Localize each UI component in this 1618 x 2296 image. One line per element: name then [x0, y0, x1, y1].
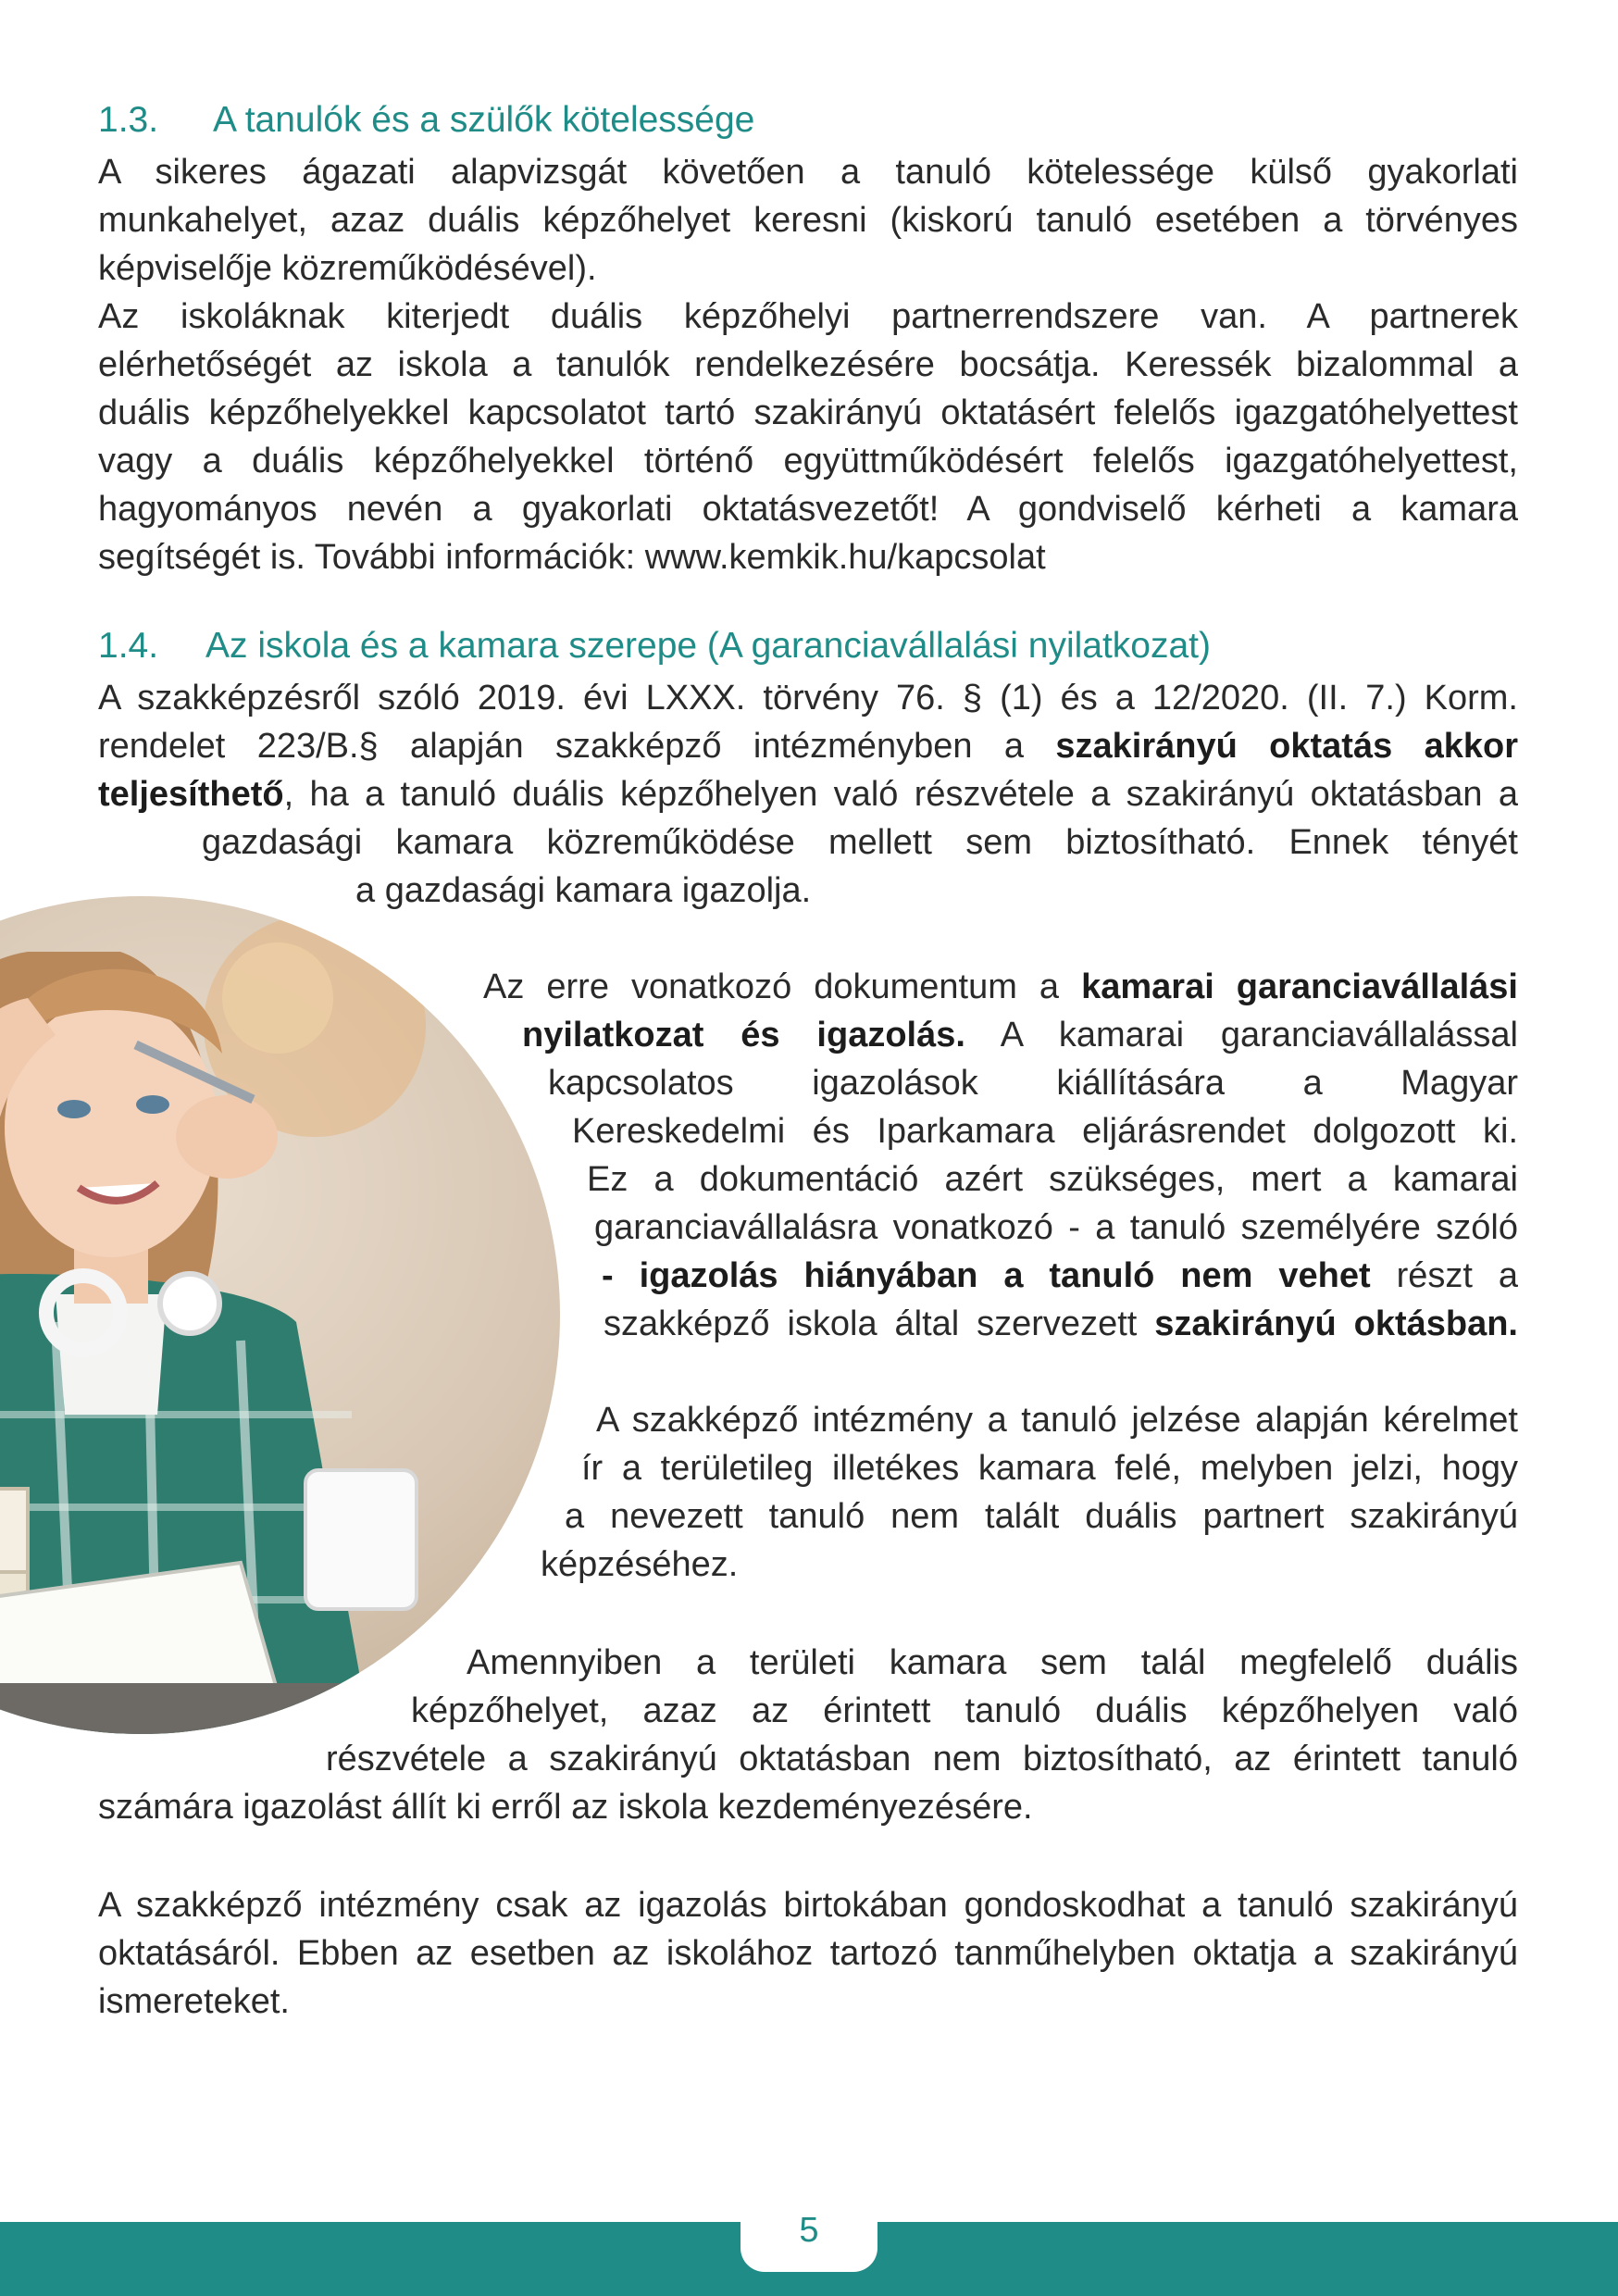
- paragraph-1-4-c-line1: [596, 1396, 1518, 1444]
- text-line: Amennyiben a területi kamara sem talál megfelelő duális: [467, 1643, 1518, 1682]
- text-line: részvétele a szakirányú oktatásban nem biztosítható, az érintett tanuló: [326, 1740, 1518, 1778]
- text-line: gazdasági kamara közreműködése mellett sem biztosítható. Ennek tényét: [202, 823, 1518, 862]
- section-number: 1.4.: [98, 626, 159, 666]
- paragraph-1-4-b-line8: [604, 1300, 1518, 1348]
- text-line: Ez a dokumentáció azért szükséges, mert a kamarai: [587, 1160, 1518, 1199]
- paragraph-1-4-c-line3: [565, 1492, 1518, 1541]
- page-number: 5: [799, 2211, 819, 2250]
- text-line: - igazolás hiányában a tanuló nem vehet részt a: [602, 1256, 1518, 1295]
- text-line: segítségét is. További információk: www.kemkik.hu/kapcsolat: [98, 538, 1046, 577]
- text-line: ír a területileg illetékes kamara felé, melyben jelzi, hogy: [581, 1449, 1518, 1488]
- text-line: vagy a duális képzőhelyekkel történő együttműködésért felelős igazgatóhelyettest,: [98, 442, 1518, 480]
- text-line: képzőhelyet, azaz az érintett tanuló duális képzőhelyen való: [411, 1691, 1518, 1730]
- text-line: számára igazolást állít ki erről az iskola kezdeményezésére.: [98, 1788, 1033, 1827]
- text-line: duális képzőhelyekkel kapcsolatot tartó szakirányú oktatásért felelős igazgatóhelyettest: [98, 393, 1518, 432]
- paragraph-1-4-b-line6: [594, 1204, 1518, 1252]
- text-line: kapcsolatos igazolások kiállítására a Magyar: [548, 1064, 1518, 1103]
- text-line: elérhetőségét az iskola a tanulók rendelkezésére bocsátja. Keressék bizalommal a: [98, 345, 1518, 384]
- text-line: ismereteket.: [98, 1982, 290, 2021]
- paragraph-1-4-d-line1: [467, 1639, 1518, 1687]
- paragraph-1-4-a: [98, 674, 1518, 818]
- text-line: nyilatkozat és igazolás. A kamarai garanciavállalással: [522, 1016, 1518, 1054]
- text-line: Az iskoláknak kiterjedt duális képzőhelyi partnerrendszere van. A partnerek: [98, 297, 1518, 336]
- text-line: Az erre vonatkozó dokumentum a kamarai garanciavállalási: [483, 967, 1518, 1006]
- text-line: hagyományos nevén a gyakorlati oktatásvezetőt! A gondviselő kérheti a kamara: [98, 490, 1518, 529]
- paragraph-1-4-d-line4: [98, 1783, 1518, 1831]
- paragraph-1-4-b-line1: [483, 963, 1518, 1011]
- section-heading-1-4: [98, 626, 1211, 667]
- text-line: oktatásáról. Ebben az esetben az iskolához tartozó tanműhelyben oktatja a szakirányú: [98, 1934, 1518, 1973]
- paragraph-1-3-a: [98, 148, 1518, 293]
- text-line: képzéséhez.: [541, 1545, 739, 1584]
- section-number: 1.3.: [98, 100, 159, 140]
- paragraph-1-3-b: [98, 293, 1518, 581]
- student-illustration-icon: [0, 896, 560, 1734]
- text-line: A szakképző intézmény a tanuló jelzése alapján kérelmet: [596, 1401, 1518, 1440]
- text-line: Kereskedelmi és Iparkamara eljárásrendet dolgozott ki.: [572, 1112, 1518, 1151]
- paragraph-1-4-b-line3: [548, 1059, 1518, 1107]
- text-line: teljesíthető, ha a tanuló duális képzőhelyen való részvétele a szakirányú oktatásban a: [98, 775, 1518, 814]
- student-photo: [0, 896, 560, 1734]
- section-title: Az iskola és a kamara szerepe (A garanciavállalási nyilatkozat): [205, 626, 1212, 666]
- paragraph-1-4-b-line4: [572, 1107, 1518, 1155]
- text-line: A szakképző intézmény csak az igazolás birtokában gondoskodhat a tanuló szakirányú: [98, 1886, 1518, 1925]
- text-line: a gazdasági kamara igazolja.: [355, 871, 812, 910]
- section-heading-1-3: [98, 100, 754, 141]
- paragraph-1-4-e: [98, 1881, 1518, 2026]
- paragraph-1-4-d-line2: [411, 1687, 1518, 1735]
- text-line: A szakképzésről szóló 2019. évi LXXX. törvény 76. § (1) és a 12/2020. (II. 7.) Korm.: [98, 679, 1518, 718]
- text-line: rendelet 223/B.§ alapján szakképző intézményben a szakirányú oktatás akkor: [98, 727, 1518, 766]
- text-line: képviselője közreműködésével).: [98, 249, 597, 288]
- text-line: munkahelyet, azaz duális képzőhelyet keresni (kiskorú tanuló esetében a törvényes: [98, 201, 1518, 240]
- paragraph-1-4-a-cont: [202, 818, 1518, 867]
- text-line: garanciavállalásra vonatkozó - a tanuló személyére szóló: [594, 1208, 1518, 1247]
- text-line: A sikeres ágazati alapvizsgát követően a tanuló kötelessége külső gyakorlati: [98, 153, 1518, 192]
- paragraph-1-4-b-line2: [522, 1011, 1518, 1059]
- paragraph-1-4-c-line4: [541, 1541, 1518, 1589]
- text-line: szakképző iskola által szervezett szakirányú oktásban.: [604, 1304, 1518, 1343]
- paragraph-1-4-d-line3: [326, 1735, 1518, 1783]
- paragraph-1-4-b-line7: [602, 1252, 1518, 1300]
- section-title: A tanulók és a szülők kötelessége: [213, 100, 755, 140]
- paragraph-1-4-c-line2: [581, 1444, 1518, 1492]
- paragraph-1-4-b-line5: [587, 1155, 1518, 1204]
- text-line: a nevezett tanuló nem talált duális partnert szakirányú: [565, 1497, 1518, 1536]
